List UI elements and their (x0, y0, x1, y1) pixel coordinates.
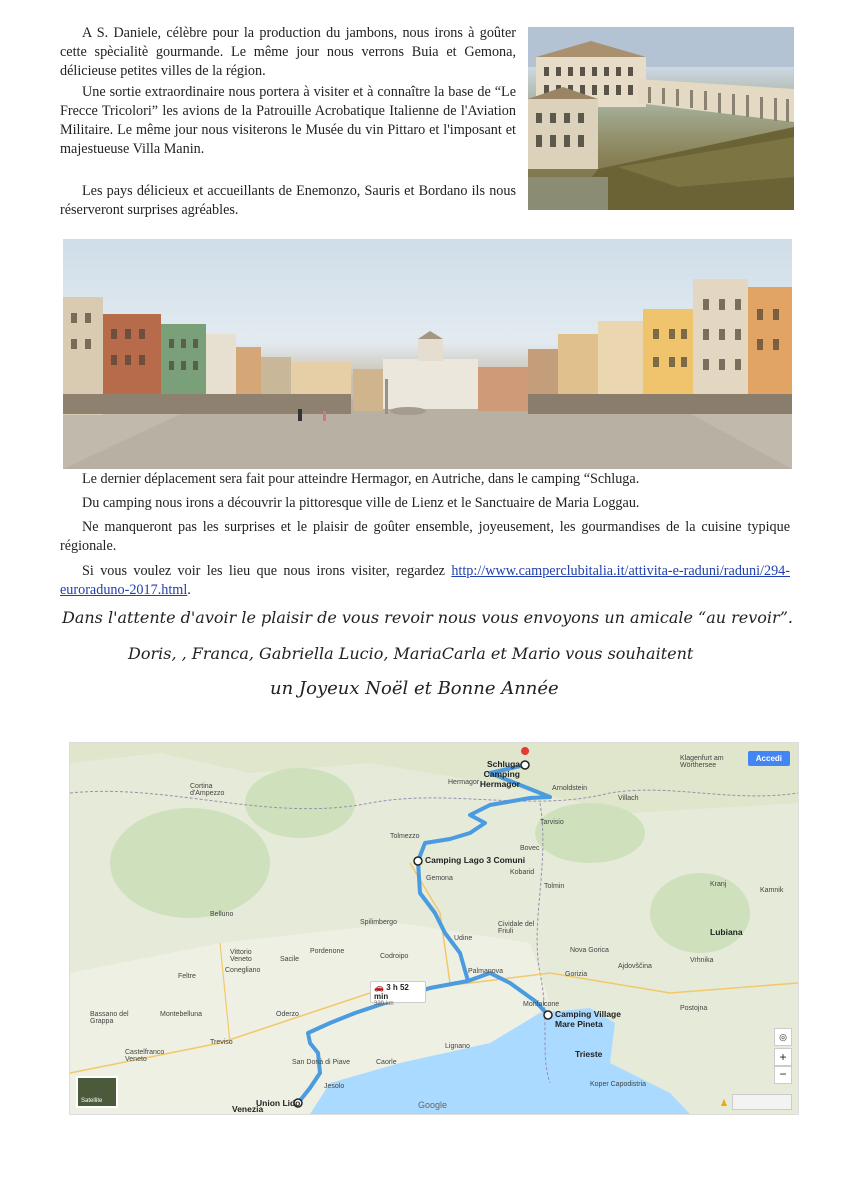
city-label: Codroipo (380, 953, 409, 960)
city-label: Postojna (680, 1005, 708, 1012)
marker-label-mare-pineta[interactable]: Camping Village Mare Pineta (555, 1009, 621, 1029)
city-label: Montebelluna (160, 1011, 203, 1018)
paragraph-jambon: A S. Daniele, célèbre pour la production du jambons, nous irons à goûter cette spècialitè gourmande. Le même jour nous verrons Buia et Gemona, délicieuse petites villes de la région. (60, 25, 516, 79)
city-label: Kobarid (510, 869, 535, 876)
city-label: Klagenfurt am Wörthersee (680, 755, 724, 769)
signature-line-3: un Joyeux Noël et Bonne Année (270, 678, 559, 699)
pegman-icon[interactable]: ♟ (719, 1098, 729, 1108)
marker-label-union-lido[interactable]: Union Lido (256, 1098, 301, 1108)
city-label: Kamnik (760, 887, 784, 894)
city-label: Venezia (232, 1104, 264, 1114)
city-label: Lignano (445, 1043, 470, 1050)
villa-manin-photo (528, 27, 794, 210)
city-label: Udine (454, 935, 473, 942)
zoom-out-button[interactable]: − (774, 1066, 792, 1084)
marker-label-lago[interactable]: Camping Lago 3 Comuni (425, 855, 526, 865)
city-label: Arnoldstein (552, 785, 588, 792)
city-label: Villach (618, 795, 639, 802)
city-label: Palmanova (468, 968, 504, 975)
piazza-udine-photo (63, 239, 792, 469)
city-label: Treviso (210, 1039, 233, 1046)
city-label: Vittorio Veneto (230, 949, 252, 963)
city-label: Cortina d'Ampezzo (190, 783, 225, 797)
city-label: Tolmin (544, 883, 565, 890)
paragraph-lienz: Du camping nous irons a découvrir la pittoresque ville de Lienz et le Sanctuaire de Maria Loggau. (82, 495, 640, 511)
city-label: Caorle (376, 1059, 397, 1066)
city-label: San Donà di Piave (292, 1059, 350, 1066)
city-label: Sacile (280, 956, 300, 963)
city-label: Jesolo (324, 1083, 345, 1090)
city-label: Cividale del Friuli (498, 921, 535, 935)
city-label: Bovec (520, 845, 540, 852)
city-label: Conegliano (225, 967, 261, 974)
paragraph-link: Si vous voulez voir les lieu que nous irons visiter, regardez http://www.camperclubitalia.it/attivita-e-raduni/raduni/294-euroraduno-2017.html. (60, 563, 790, 598)
route-info-box[interactable]: 🚗 3 h 52 min 320 km (370, 981, 426, 1003)
route-time: 3 h 52 min (374, 983, 409, 1001)
city-label: Trieste (575, 1049, 603, 1059)
route-map[interactable] (69, 742, 799, 1115)
city-label: Monfalcone (523, 1001, 560, 1008)
city-label: Koper Capodistria (590, 1081, 647, 1088)
signature-line-2: Doris, , Franca, Gabriella Lucio, MariaCarla et Mario vous souhaitent (128, 644, 694, 663)
city-label: Pordenone (310, 948, 345, 955)
location-icon[interactable]: ◎ (774, 1028, 792, 1046)
satellite-toggle[interactable] (76, 1076, 118, 1108)
city-label: Bassano del Grappa (90, 1011, 129, 1025)
city-label: Ajdovščina (618, 963, 652, 970)
city-label: Spilimbergo (360, 919, 397, 926)
city-label: Nova Gorica (570, 947, 609, 954)
google-logo: Google (418, 1100, 448, 1110)
city-label: Vrhnika (690, 957, 714, 964)
city-label: Belluno (210, 911, 234, 918)
route-distance: 320 km (374, 1001, 394, 1007)
satellite-label: Satellite (81, 1098, 103, 1104)
city-label: Gemona (426, 875, 453, 882)
city-label: Oderzo (276, 1011, 299, 1018)
paragraph-gourmandises: Ne manqueront pas les surprises et le plaisir de goûter ensemble, joyeusement, les gourmandises de la cuisine typique régionale. (60, 519, 790, 554)
city-label: Gorizia (565, 971, 588, 978)
layer-thumbnails[interactable] (732, 1094, 792, 1110)
paragraph-hermagor: Le dernier déplacement sera fait pour atteindre Hermagor, en Autriche, dans le camping “Schluga. (82, 471, 640, 487)
marker-label-hermagor[interactable]: Schluga Camping Hermagor (479, 759, 520, 789)
signature-line-1: Dans l'attente d'avoir le plaisir de vous revoir nous vous envoyons un amicale “au revoir”. (62, 608, 793, 627)
city-label: Hermagor (448, 779, 480, 786)
city-label: Tolmezzo (390, 833, 420, 840)
signin-button[interactable]: Accedi (748, 751, 790, 766)
city-label: Tarvisio (540, 819, 564, 826)
zoom-in-button[interactable]: + (774, 1048, 792, 1066)
camperclub-link[interactable]: http://www.camperclubitalia.it/attivita-e-raduni/raduni/294-euroraduno-2017.html (60, 563, 790, 598)
city-label: Kranj (710, 881, 727, 888)
paragraph-pays: Les pays délicieux et accueillants de Enemonzo, Sauris et Bordano ils nous réserveront surprises agréables. (60, 183, 516, 218)
city-label: Lubiana (710, 927, 743, 937)
city-label: Feltre (178, 973, 196, 980)
city-label: Castelfranco Veneto (125, 1049, 165, 1063)
paragraph-frecce: Une sortie extraordinaire nous portera à visiter et à connaître la base de “Le Frecce Tricolori” les avions de la Patrouille Acrobatique Italienne de l'Aviation Militaire. Le même jour nous visiterons le Musée du vin Pittaro et l'imposant et majestueuse Villa Manin. (60, 84, 516, 157)
